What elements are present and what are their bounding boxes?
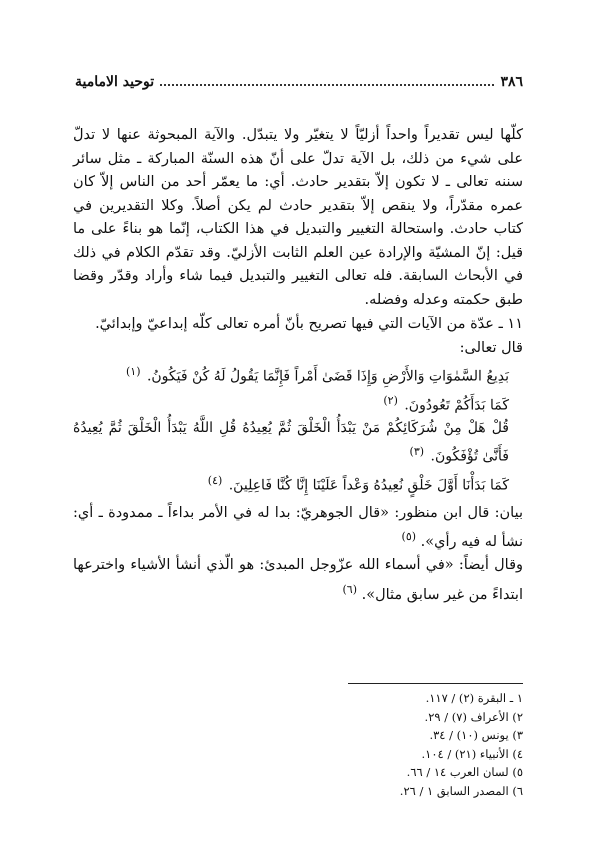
verse-text: بَدِيعُ السَّمٰوَاتِ وَالأَرْضِ وَإِذَا قَضَىٰ أَمْراً فَإِنَّمَا يَقُولُ لَهُ كُنْ فَيَكُونُ.	[146, 368, 509, 385]
footnote-ref[interactable]: (٣)	[409, 445, 425, 459]
footnote-divider	[348, 683, 523, 684]
page-number: ٣٨٦	[500, 74, 523, 90]
footnote: ١ ـ البقرة (٢) / ١١٧.	[425, 691, 523, 705]
running-header	[75, 74, 523, 90]
footnote-ref[interactable]: (٤)	[207, 473, 223, 487]
paragraph: كلّها ليس تقديراً واحداً أزليّاً لا يتغيّر ولا يتبدّل. والآية المبحوثة عنها لا تدلّ على شيء من ذلك، بل الآية تدلّ على أنّ هذه السنّة المباركة ـ مثل سائر سننه تعالى ـ لا تكون إلاّ بتقدير حادث. أي: ما يعمّر أحد من الناس إلاّ كان عمره مقدّراً، ولا ينقص إلاّ بتقدير حادث لم يكن أصلاً. وكلا التقديرين في كتاب حادث. واستحالة التغيير والتبديل في هذا الكتاب، إنّما هو بناءً على ما قيل: إنّ المشيّة والإرادة عين العلم الثابت الأزليّ. وقد تقدّم الكلام في ذلك في الأبحاث السابقة. فله تعالى التغيير والتبديل فيما شاء وأراد وقدّر وقضا طبق حكمته وعدله وفضله.	[73, 127, 523, 308]
footnotes	[263, 689, 523, 800]
qala-aydan-text: وقال أيضاً: «في أسماء الله عزّوجل المبدئ: هو الّذي أنشأ الأشياء واخترعها ابتداءً من غير سابق مثال».	[73, 557, 523, 603]
footnote: ٢) الأعراف (٧) / ٢٩.	[424, 709, 523, 724]
verse-text: كَمَا بَدَأْنَا أَوَّلَ خَلْقٍ نُعِيدُهُ وَعْداً عَلَيْنَا إِنَّا كُنَّا فَاعِلِينَ.	[228, 477, 509, 494]
footnote: ٣) يونس (١٠) / ٣٤.	[429, 728, 523, 742]
footnote-ref[interactable]: (٢)	[383, 393, 398, 407]
quran-verse	[73, 417, 523, 469]
verse-text: كَمَا بَدَأَكُمْ تَعُودُونَ.	[404, 397, 509, 414]
quran-verse	[73, 469, 523, 498]
bayan-paragraph	[73, 502, 523, 555]
footnote: ٦) المصدر السابق ١ / ٢٦.	[399, 783, 523, 798]
quran-verse	[73, 389, 523, 418]
main-text	[73, 124, 523, 607]
footnote-ref[interactable]: (٦)	[342, 582, 358, 596]
footnote-ref[interactable]: (١)	[125, 365, 141, 378]
quran-verse	[73, 360, 523, 389]
qala-aydan-paragraph	[73, 554, 523, 607]
header-dot-leader	[160, 76, 494, 86]
qala-label: قال تعالى:	[459, 339, 523, 356]
item-11-heading: ١١ ـ عدّة من الآيات التي فيها تصريح بأنّ أمره تعالى كلّه إبداعيّ وإبدائيّ.	[95, 316, 523, 332]
footnote-ref[interactable]: (٥)	[401, 530, 417, 544]
footnote: ٤) الأنبياء (٢١) / ١٠٤.	[421, 746, 523, 761]
footnote: ٥) لسان العرب ١٤ / ٦٦.	[406, 765, 523, 779]
header-title: توحيد الامامية	[75, 74, 155, 90]
verse-text: قُلْ هَلْ مِنْ شُرَكَائِكُمْ مَنْ يَبْدَأُ الْخَلْقَ ثُمَّ يُعِيدُهُ قُلِ اللَّهُ يَبْدَأُ الْخَلْقَ ثُمَّ يُعِيدُهُ فَأَنَّىٰ تُؤْفَكُونَ.	[73, 420, 509, 465]
bayan-text: بيان: قال ابن منظور: «قال الجوهريّ: بدا له في الأمر بداءاً ـ ممدودة ـ أي: نشأ له فيه رأي».	[73, 504, 523, 550]
